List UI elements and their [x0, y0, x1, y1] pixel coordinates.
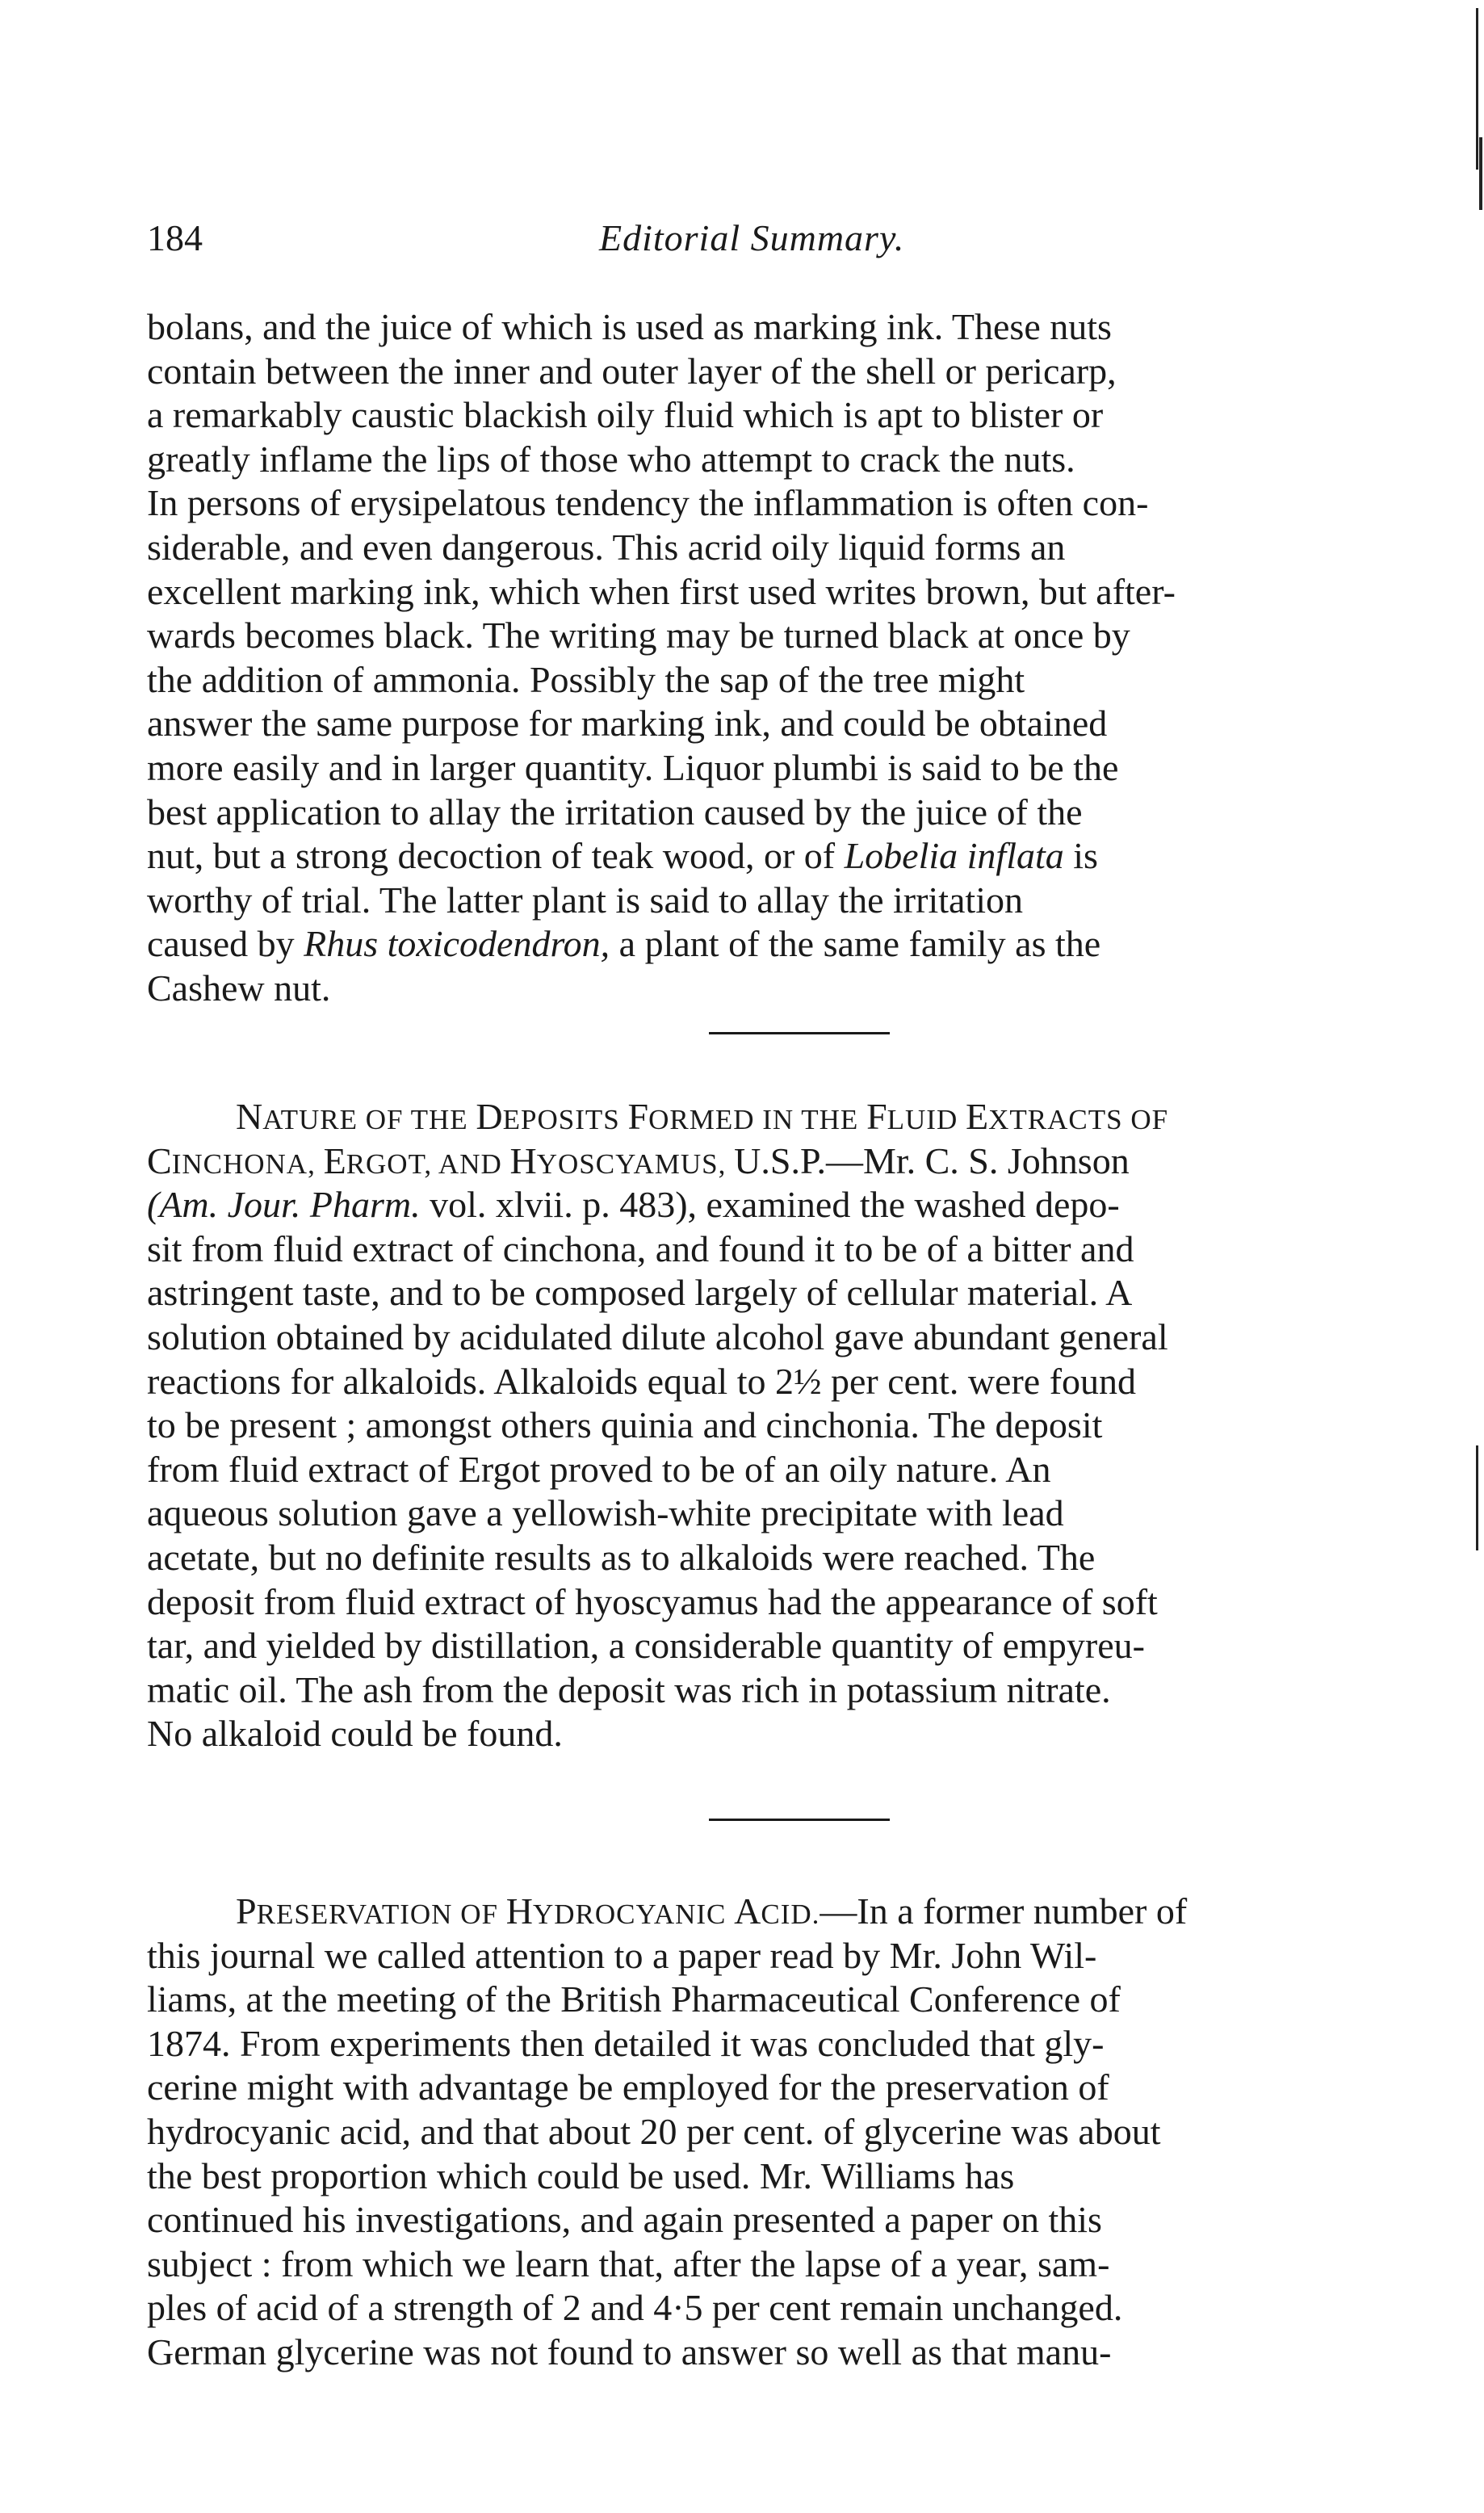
- heading-word: HYDROCYANIC: [505, 1890, 735, 1932]
- binding-edge-mark: [1479, 137, 1482, 210]
- heading-word: EXTRACTS OF: [966, 1096, 1169, 1137]
- text-line: solution obtained by acidulated dilute alcohol gave abundant general: [147, 1315, 1168, 1357]
- heading-word: FORMED IN THE: [627, 1096, 867, 1137]
- text-line: 1874. From experiments then detailed it was concluded that gly-: [147, 2022, 1105, 2064]
- italic-species-name: Rhus toxicodendron,: [304, 923, 610, 965]
- text-line: worthy of trial. The latter plant is said to allay the irritation: [147, 879, 1023, 921]
- italic-species-name: Lobelia inflata: [844, 835, 1064, 877]
- text-line: answer the same purpose for marking ink, and could be obtained: [147, 703, 1108, 745]
- text-line: more easily and in larger quantity. Liquor plumbi is said to be the: [147, 746, 1119, 788]
- text-run: is: [1063, 835, 1098, 877]
- text-line: matic oil. The ash from the deposit was rich in potassium nitrate.: [147, 1668, 1111, 1710]
- text-line: German glycerine was not found to answer so well as that manu-: [147, 2331, 1112, 2372]
- text-line: cerine might with advantage be employed for the preservation of: [147, 2066, 1109, 2108]
- text-line: reactions for alkaloids. Alkaloids equal to 2½ per cent. were found: [147, 1360, 1137, 1402]
- heading-word: DEPOSITS: [476, 1096, 628, 1137]
- heading-word: HYOSCYAMUS,: [509, 1139, 735, 1181]
- paragraph-fluid-extract-deposits: [147, 1095, 1439, 1756]
- text-line: the best proportion which could be used. Mr. Williams has: [147, 2154, 1015, 2196]
- text-line: the addition of ammonia. Possibly the sap of the tree might: [147, 658, 1025, 700]
- text-line: No alkaloid could be found.: [147, 1713, 563, 1755]
- text-line: [147, 922, 1439, 967]
- text-run: a plant of the same family as the: [610, 923, 1101, 965]
- section-divider: [709, 1819, 890, 1821]
- text-run: —In a former number of: [820, 1890, 1188, 1932]
- text-line: [147, 1183, 1439, 1227]
- text-line: best application to allay the irritation caused by the juice of the: [147, 791, 1083, 833]
- text-line: sit from fluid extract of cinchona, and found it to be of a bitter and: [147, 1227, 1134, 1269]
- text-line: deposit from fluid extract of hyoscyamus had the appearance of soft: [147, 1580, 1158, 1622]
- running-head: [147, 216, 979, 273]
- text-line: from fluid extract of Ergot proved to be of an oily nature. An: [147, 1448, 1051, 1490]
- page-number: 184: [147, 217, 203, 258]
- text-line: astringent taste, and to be composed largely of cellular material. A: [147, 1272, 1133, 1314]
- text-line: aqueous solution gave a yellowish-white precipitate with lead: [147, 1492, 1064, 1534]
- text-line: a remarkably caustic blackish oily fluid which is apt to blister or: [147, 394, 1104, 436]
- text-line: this journal we called attention to a paper read by Mr. John Wil-: [147, 1934, 1097, 1976]
- page-edge-mark: [1476, 8, 1478, 170]
- page-edge-mark: [1476, 1445, 1478, 1550]
- text-run: vol. xlvii. p. 483), examined the washed depo-: [420, 1184, 1120, 1226]
- heading-word: FLUID: [866, 1096, 966, 1137]
- text-line: liams, at the meeting of the British Pharmaceutical Conference of: [147, 1978, 1121, 2020]
- text-line: Cashew nut.: [147, 967, 331, 1009]
- text-line: bolans, and the juice of which is used as marking ink. These nuts: [147, 306, 1112, 347]
- section-heading-line: [147, 1095, 1439, 1139]
- text-line: greatly inflame the lips of those who attempt to crack the nuts.: [147, 438, 1075, 480]
- text-line: siderable, and even dangerous. This acrid oily liquid forms an: [147, 526, 1066, 568]
- italic-citation: (Am. Jour. Pharm.: [147, 1184, 421, 1226]
- paragraph-hydrocyanic-acid: [147, 1890, 1439, 2375]
- text-line: ples of acid of a strength of 2 and 4·5 per cent remain unchanged.: [147, 2287, 1123, 2329]
- section-heading-line: [147, 1139, 1439, 1184]
- text-line: In persons of erysipelatous tendency the inflammation is often con-: [147, 482, 1149, 524]
- text-line: acetate, but no definite results as to alkaloids were reached. The: [147, 1536, 1096, 1578]
- text-line: [147, 834, 1439, 879]
- text-line: hydrocyanic acid, and that about 20 per cent. of glycerine was about: [147, 2110, 1161, 2152]
- heading-word: ACID.: [734, 1890, 820, 1932]
- heading-word: ERGOT, AND: [323, 1139, 510, 1181]
- section-heading-line: [147, 1890, 1439, 1934]
- heading-word: CINCHONA,: [147, 1139, 324, 1181]
- text-line: continued his investigations, and again presented a paper on this: [147, 2199, 1102, 2241]
- paragraph-cashew: [147, 305, 1439, 1011]
- section-divider: [709, 1032, 890, 1034]
- text-run: nut, but a strong decoction of teak wood, or of: [147, 835, 845, 877]
- text-line: excellent marking ink, which when first used writes brown, but after-: [147, 570, 1176, 612]
- heading-word: NATURE OF THE: [236, 1096, 476, 1137]
- text-run: caused by: [147, 923, 304, 965]
- text-line: subject : from which we learn that, after the lapse of a year, sam-: [147, 2242, 1110, 2284]
- text-line: tar, and yielded by distillation, a considerable quantity of empyreu-: [147, 1625, 1145, 1667]
- text-line: wards becomes black. The writing may be turned black at once by: [147, 615, 1130, 657]
- running-title: Editorial Summary.: [599, 217, 905, 258]
- heading-word: PRESERVATION OF: [236, 1890, 506, 1932]
- text-line: contain between the inner and outer layer of the shell or pericarp,: [147, 350, 1117, 392]
- text-line: to be present ; amongst others quinia and cinchonia. The deposit: [147, 1404, 1103, 1446]
- text-run: U.S.P.—Mr. C. S. Johnson: [734, 1139, 1130, 1181]
